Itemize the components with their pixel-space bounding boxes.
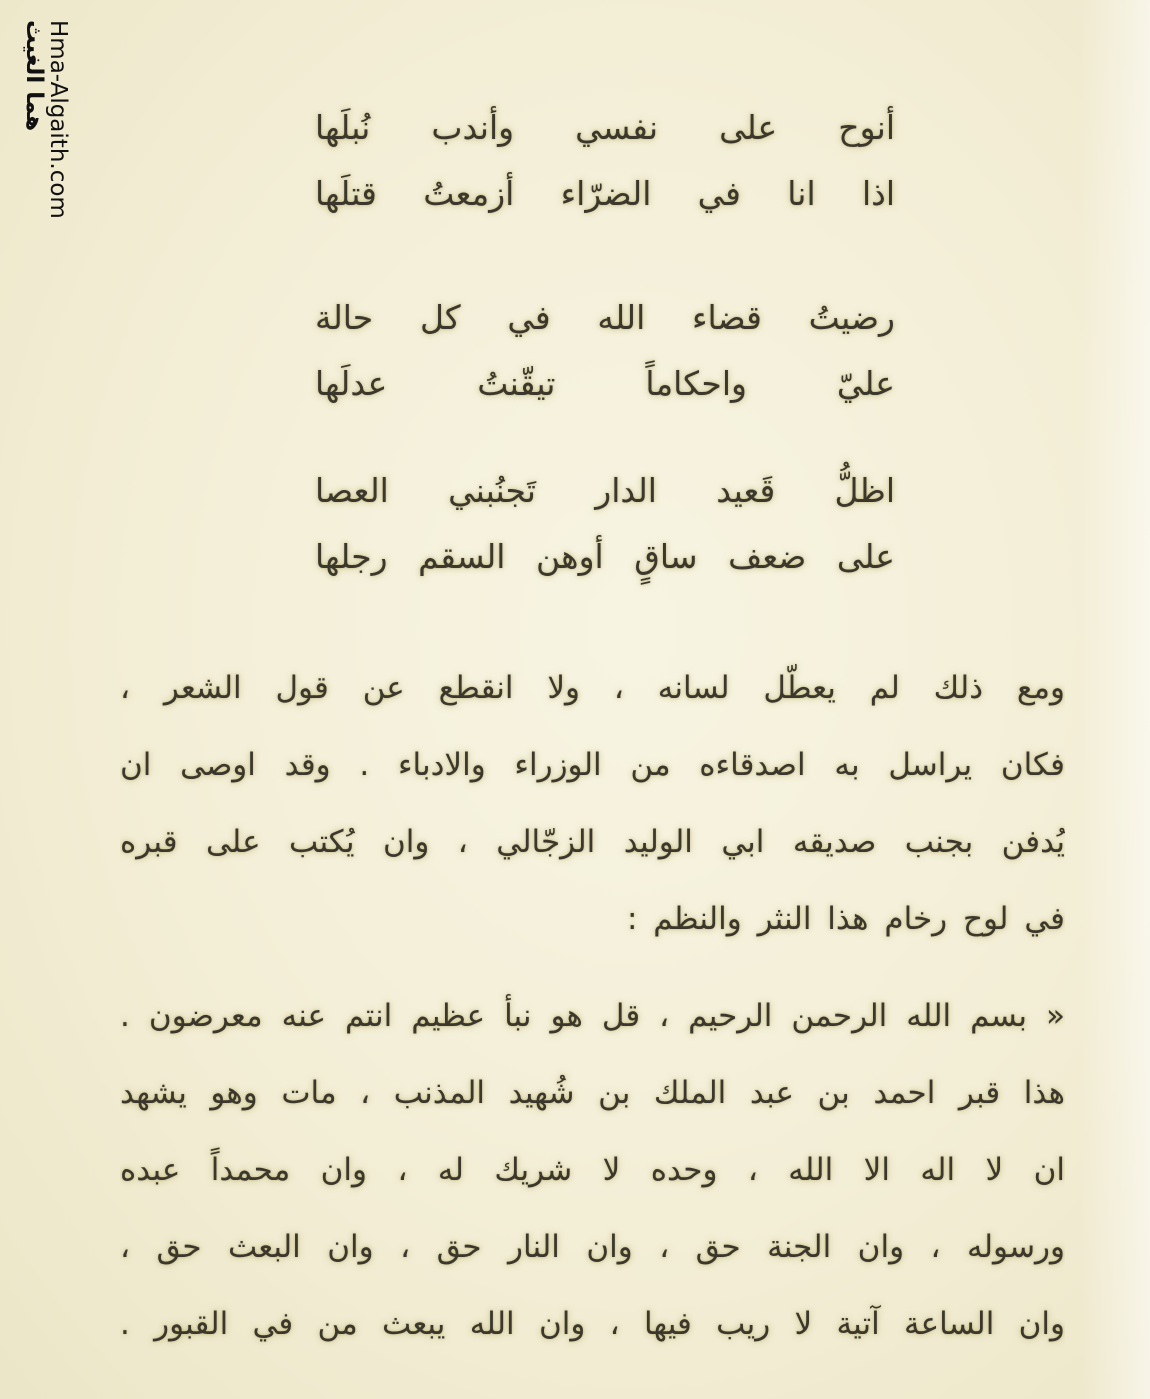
text-line: وان الساعة آتية لا ريب فيها ، وان الله يبعث من في القبور .	[120, 1306, 1065, 1342]
watermark-logo-text: هما الغيث	[21, 20, 47, 132]
verse-line: أنوح على نفسي وأندب نُبلَها	[315, 108, 895, 147]
text-line: « بسم الله الرحمن الرحيم ، قل هو نبأ عظيم انتم عنه معرضون .	[120, 998, 1065, 1034]
text-line: ان لا اله الا الله ، وحده لا شريك له ، وان محمداً عبده	[120, 1152, 1065, 1188]
verse-line: اذا انا في الضرّاء أزمعتُ قتلَها	[315, 174, 895, 213]
poem-stanza-1	[315, 95, 895, 227]
verse-line: رضيتُ قضاء الله في كل حالة	[315, 298, 895, 337]
watermark	[22, 20, 70, 330]
verse-line: عليّ واحكاماً تيقّنتُ عدلَها	[315, 364, 895, 403]
watermark-text	[22, 20, 70, 219]
watermark-site-text: Hma-Algaith.com	[45, 20, 71, 219]
paragraph-1	[120, 650, 1065, 958]
text-line: في لوح رخام هذا النثر والنظم :	[626, 901, 1065, 937]
page-edge-shading	[1080, 0, 1150, 1399]
poem-stanza-3	[315, 458, 895, 590]
poem-stanza-2	[315, 285, 895, 417]
text-line: ورسوله ، وان الجنة حق ، وان النار حق ، وان البعث حق ،	[120, 1229, 1065, 1265]
text-line: هذا قبر احمد بن عبد الملك بن شُهيد المذنب ، مات وهو يشهد	[120, 1075, 1065, 1111]
text-line: ومع ذلك لم يعطّل لسانه ، ولا انقطع عن قول الشعر ،	[120, 670, 1065, 706]
paragraph-2-epitaph	[120, 978, 1065, 1363]
text-line: فكان يراسل به اصدقاءه من الوزراء والادباء . وقد اوصى ان	[120, 747, 1065, 783]
verse-line: اظلُّ قَعيد الدار تَجنُبني العصا	[315, 471, 895, 510]
verse-line: على ضعف ساقٍ أوهن السقم رجلها	[315, 537, 895, 576]
text-line: يُدفن بجنب صديقه ابي الوليد الزجّالي ، وان يُكتب على قبره	[120, 824, 1065, 860]
